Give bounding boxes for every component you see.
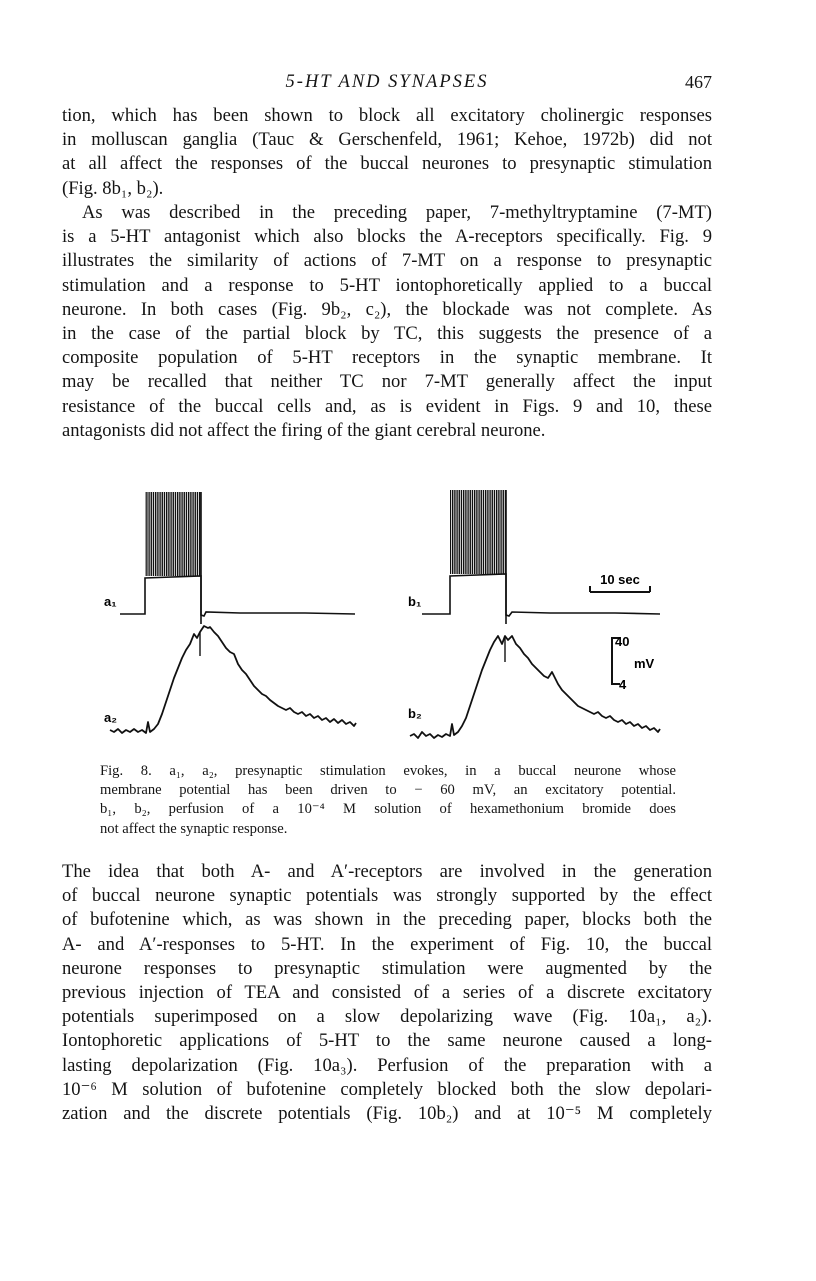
text-line: of bufotenine which, as was shown in the preceding paper, blocks both the <box>62 909 712 931</box>
running-title: 5-HT AND SYNAPSES <box>285 72 489 92</box>
text-line: antagonists did not affect the firing of the giant cerebral neurone. <box>62 419 546 441</box>
text-line: in molluscan ganglia (Tauc & Gerschenfeld, 1961; Kehoe, 1972b) did not <box>62 129 712 151</box>
figure-8 <box>100 486 670 746</box>
voltage-scale-top: 40 <box>615 634 630 649</box>
text-line: Iontophoretic applications of 5-HT to the same neurone caused a long- <box>62 1030 712 1052</box>
text-line: As was described in the preceding paper, 7-methyltryptamine (7-MT) <box>82 202 712 223</box>
text-line: resistance of the buccal cells and, as is evident in Figs. 9 and 10, these <box>62 395 712 417</box>
caption-line: membrane potential has been driven to − 60 mV, an excitatory potential. <box>100 782 676 799</box>
page-number: 467 <box>685 72 712 92</box>
voltage-scale-bar <box>612 634 655 692</box>
text-line: neurone responses to presynaptic stimulation were augmented by the <box>62 957 712 979</box>
text-line: 10⁻⁶ M solution of bufotenine completely blocked both the slow depolari- <box>62 1078 712 1100</box>
voltage-scale-unit: mV <box>634 656 655 671</box>
text-line: in the case of the partial block by TC, this suggests the presence of a <box>62 322 712 344</box>
caption-line: b₁, b₂, perfusion of a 10⁻⁴ M solution of hexamethonium bromide does <box>100 801 676 818</box>
paragraph-1 <box>62 104 712 201</box>
spike-train-a1 <box>145 492 201 576</box>
text-line: A- and A′-responses to 5-HT. In the experiment of Fig. 10, the buccal <box>62 933 712 955</box>
trace-a2 <box>104 626 356 733</box>
page-header <box>62 72 712 96</box>
text-line: composite population of 5-HT receptors in the synaptic membrane. It <box>62 347 712 369</box>
text-line: at all affect the responses of the buccal neurones to presynaptic stimulation <box>62 153 712 175</box>
caption-line: Fig. 8. a₁, a₂, presynaptic stimulation evokes, in a buccal neurone whose <box>100 763 676 779</box>
text-line: of buccal neurone synaptic potentials was strongly supported by the effect <box>62 885 712 907</box>
panel-label-a1: a₁ <box>104 594 117 609</box>
paragraph-3 <box>62 860 712 1126</box>
text-line: previous injection of TEA and consisted of a series of a discrete excitatory <box>62 981 712 1003</box>
time-scale-label: 10 sec <box>600 572 640 587</box>
text-line: zation and the discrete potentials (Fig. 10b₂) and at 10⁻⁵ M completely <box>62 1102 712 1124</box>
text-line: illustrates the similarity of actions of 7-MT on a response to presynaptic <box>62 250 712 272</box>
trace-a1 <box>104 492 355 624</box>
spike-train-b1 <box>450 490 506 574</box>
panel-label-a2: a₂ <box>104 710 118 725</box>
time-scale-bar <box>590 572 650 592</box>
text-line: neurone. In both cases (Fig. 9b₂, c₂), the blockade was not complete. As <box>62 298 712 320</box>
voltage-scale-bottom: 4 <box>619 677 627 692</box>
text-line: is a 5-HT antagonist which also blocks the A-receptors specifically. Fig. 9 <box>62 226 712 248</box>
caption-line: not affect the synaptic response. <box>100 820 288 837</box>
text-line: tion, which has been shown to block all excitatory cholinergic responses <box>62 105 712 126</box>
text-line: (Fig. 8b₁, b₂). <box>62 177 164 199</box>
figure-8-traces <box>100 486 670 746</box>
panel-label-b1: b₁ <box>408 594 422 609</box>
panel-label-b2: b₂ <box>408 706 422 721</box>
text-line: potentials superimposed on a slow depolarizing wave (Fig. 10a₁, a₂). <box>62 1006 712 1028</box>
figure-caption <box>100 762 676 839</box>
text-line: lasting depolarization (Fig. 10a₃). Perfusion of the preparation with a <box>62 1054 712 1076</box>
paragraph-2 <box>62 201 712 443</box>
text-line: may be recalled that neither TC nor 7-MT generally affect the input <box>62 371 712 393</box>
trace-b1 <box>408 490 660 624</box>
text-line: stimulation and a response to 5-HT iontophoretically applied to a buccal <box>62 274 712 296</box>
text-line: The idea that both A- and A′-receptors are involved in the generation <box>62 861 712 882</box>
